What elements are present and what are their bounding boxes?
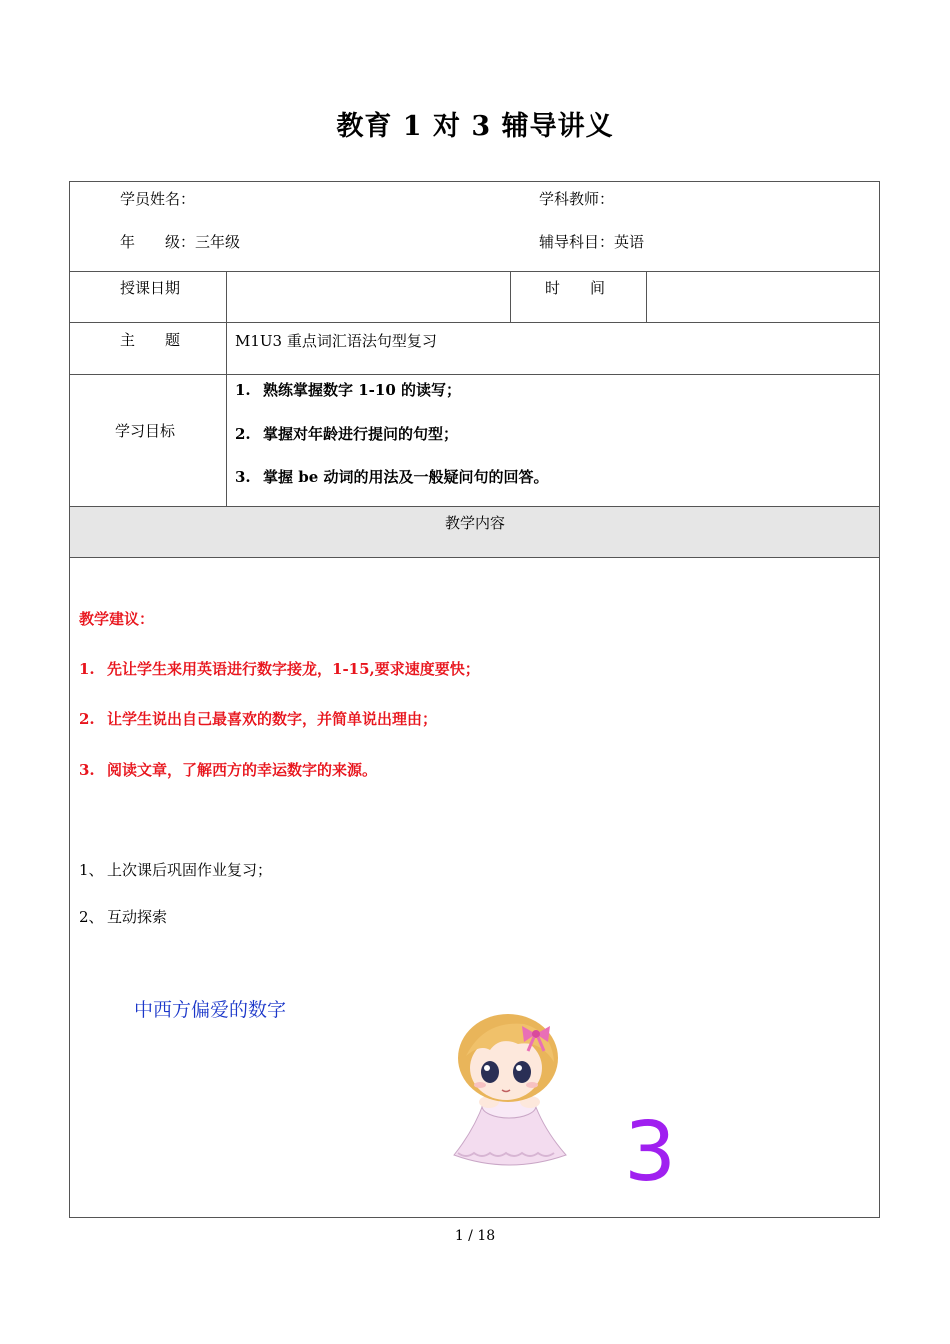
step-item	[79, 906, 167, 927]
table-rule	[510, 271, 511, 322]
goal-number: 1.	[235, 381, 251, 399]
table-rule	[69, 374, 880, 375]
student-name-label: 学员姓名：	[120, 190, 196, 208]
step-number: 1、	[79, 861, 104, 879]
suggestion-item	[79, 658, 480, 679]
suggestion-number: 2.	[79, 710, 95, 728]
content-header: 教学内容	[444, 514, 505, 532]
time-label: 时 间	[545, 279, 606, 297]
subject-value: 英语	[614, 233, 645, 251]
step-text: 互动探索	[107, 908, 168, 926]
table-rule	[69, 271, 880, 272]
suggestion-item	[79, 708, 437, 729]
topic-value: M1U3 重点词汇语法句型复习	[235, 332, 437, 350]
table-rule	[226, 271, 227, 506]
topic-label: 主 题	[120, 331, 181, 349]
goals-label: 学习目标	[115, 422, 176, 440]
table-rule	[69, 322, 880, 323]
grade-value: 三年级	[195, 233, 241, 251]
date-label: 授课日期	[120, 279, 181, 297]
goal-text: 掌握 be 动词的用法及一般疑问句的回答。	[263, 468, 549, 486]
grade-label: 年 级：	[120, 233, 196, 251]
document-title: 教育 1 对 3 辅导讲义	[336, 111, 614, 142]
page-number: 1 / 18	[454, 1228, 496, 1244]
cartoon-girl-image	[444, 1010, 574, 1170]
goal-item	[235, 466, 548, 487]
goal-item	[235, 423, 458, 444]
suggestion-number: 1.	[79, 660, 95, 678]
step-item	[79, 859, 272, 880]
goal-number: 3.	[235, 468, 251, 486]
goal-item	[235, 379, 461, 400]
table-rule	[69, 506, 880, 507]
table-rule	[646, 271, 647, 322]
suggestion-text: 先让学生来用英语进行数字接龙，1-15,要求速度要快；	[107, 660, 480, 678]
slide-title: 中西方偏爱的数字	[134, 999, 287, 1021]
goal-number: 2.	[235, 425, 251, 443]
goal-text: 熟练掌握数字 1-10 的读写；	[263, 381, 461, 399]
suggestion-text: 让学生说出自己最喜欢的数字，并简单说出理由；	[107, 710, 438, 728]
subject-field	[539, 231, 644, 252]
table-rule	[69, 557, 880, 558]
subject-label: 辅导科目：	[539, 233, 615, 251]
featured-number: 3	[624, 1105, 677, 1200]
grade-field	[120, 231, 240, 252]
step-text: 上次课后巩固作业复习；	[107, 861, 273, 879]
teacher-label: 学科教师：	[539, 190, 615, 208]
suggestion-item	[79, 759, 377, 780]
suggestion-number: 3.	[79, 761, 95, 779]
step-number: 2、	[79, 908, 104, 926]
suggestion-text: 阅读文章，了解西方的幸运数字的来源。	[107, 761, 378, 779]
goal-text: 掌握对年龄进行提问的句型；	[263, 425, 459, 443]
suggestions-heading: 教学建议：	[79, 610, 155, 628]
